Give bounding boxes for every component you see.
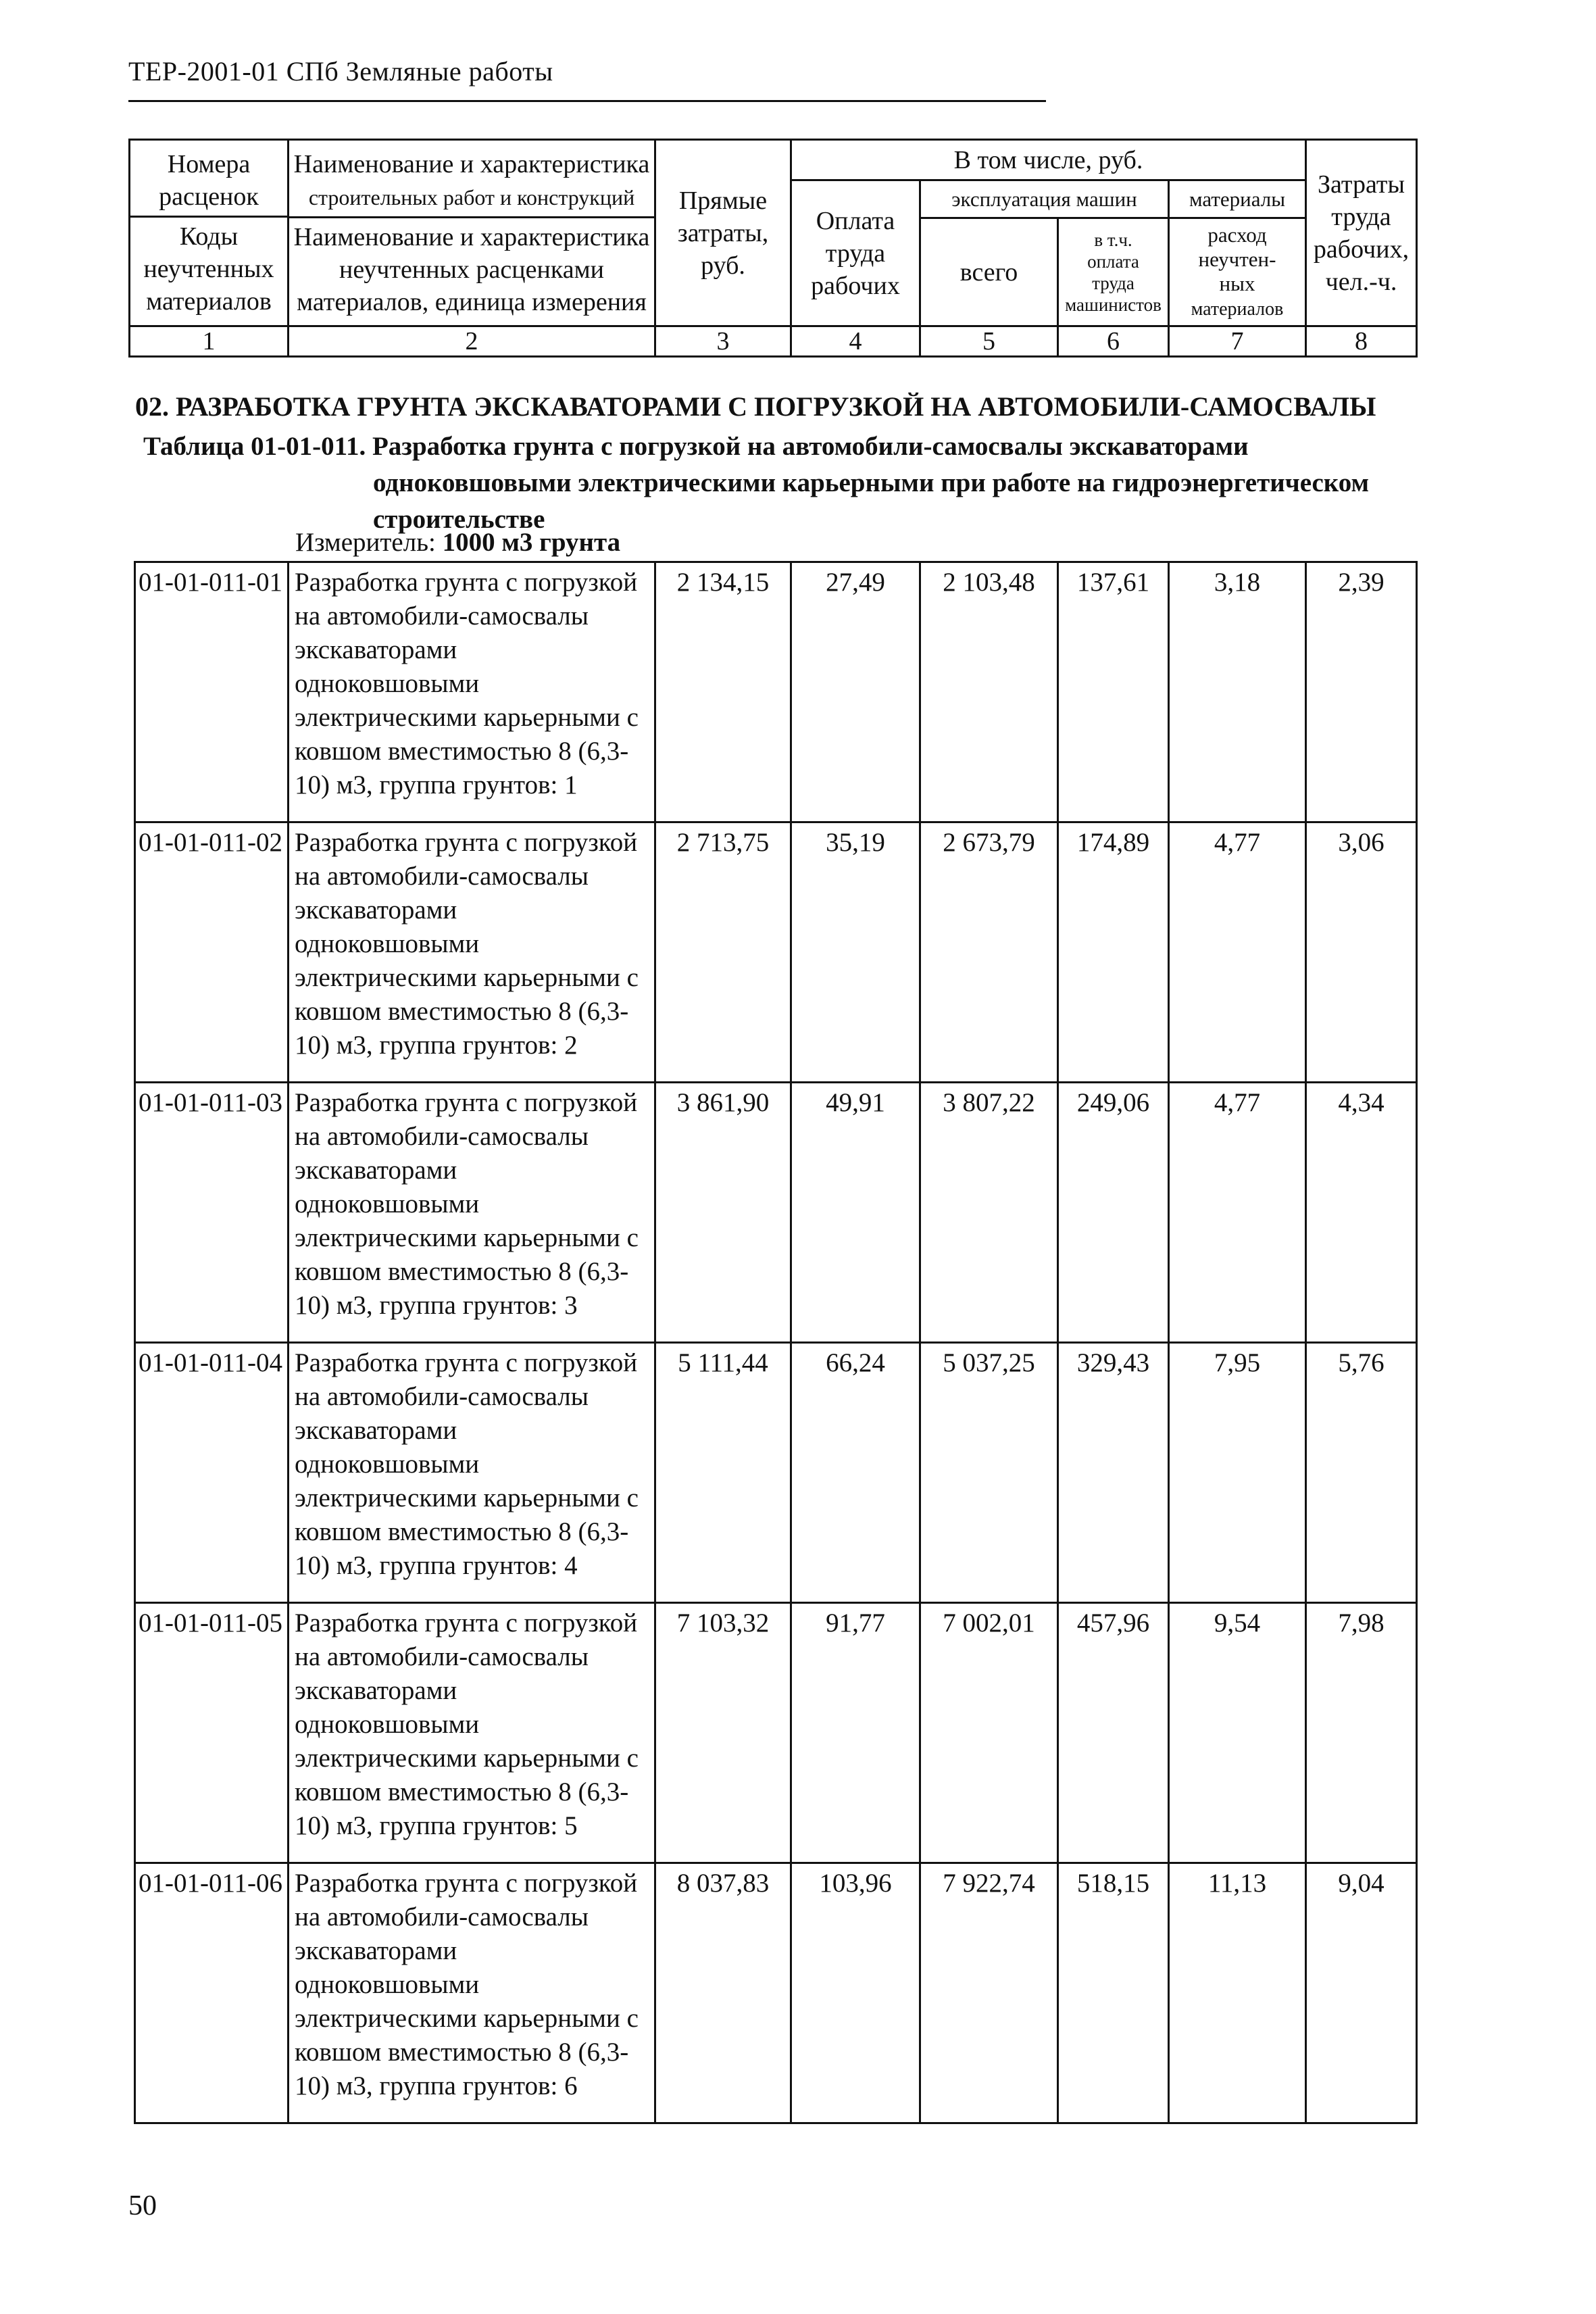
- header-unaccounted-materials-label: материалов: [1191, 298, 1284, 320]
- header-name: [289, 140, 655, 326]
- rate-code-cell: 01-01-011-02: [135, 822, 289, 1083]
- description-line: на автомобили-самосвалы: [295, 1122, 589, 1151]
- labor-pay-cell: 27,49: [791, 562, 920, 822]
- description-line: одноковшовыми: [295, 669, 480, 698]
- materials-cell: 4,77: [1169, 1083, 1306, 1343]
- materials-cell: 11,13: [1169, 1863, 1306, 2123]
- header-name-label: Наименование и характеристика: [293, 222, 650, 251]
- description-line: на автомобили-самосвалы: [295, 1382, 589, 1411]
- header-operators-pay: [1058, 218, 1169, 326]
- header-unaccounted-materials-label: расход: [1207, 222, 1267, 247]
- operators-pay-cell: 249,06: [1058, 1083, 1169, 1343]
- description-line: электрическими карьерными с: [295, 963, 639, 992]
- rate-code-cell: 01-01-011-01: [135, 562, 289, 822]
- labor-pay-cell: 103,96: [791, 1863, 920, 2123]
- header-operators-pay-label: в т.ч.: [1094, 229, 1132, 250]
- header-labor-pay-label: рабочих: [811, 271, 900, 300]
- rate-code-cell: 01-01-011-04: [135, 1343, 289, 1603]
- description-line: экскаваторами: [295, 1936, 457, 1965]
- description-line: электрическими карьерными с: [295, 1744, 639, 1773]
- header-name-label: строительных работ и конструкций: [308, 184, 635, 210]
- description-line: 10) м3, группа грунтов: 5: [295, 1811, 578, 1840]
- description-line: одноковшовыми: [295, 1189, 480, 1218]
- labor-pay-cell: 66,24: [791, 1343, 920, 1603]
- description-line: ковшом вместимостью 8 (6,3-: [295, 1257, 629, 1286]
- rate-description-cell: [289, 562, 655, 822]
- table-row: [135, 1863, 1417, 2123]
- rate-description-cell: [289, 1863, 655, 2123]
- header-direct-costs-label: руб.: [701, 251, 745, 280]
- materials-cell: 9,54: [1169, 1603, 1306, 1863]
- header-labor-hours-label: Затраты: [1317, 170, 1405, 199]
- column-number: 8: [1306, 326, 1417, 357]
- labor-pay-cell: 35,19: [791, 822, 920, 1083]
- labor-pay-cell: 91,77: [791, 1603, 920, 1863]
- column-number: 4: [791, 326, 920, 357]
- column-number: 2: [289, 326, 655, 357]
- column-number: 6: [1058, 326, 1169, 357]
- machines-total-cell: 3 807,22: [920, 1083, 1058, 1343]
- rate-description-cell: [289, 1343, 655, 1603]
- table-row: [135, 562, 1417, 822]
- header-codes-label: расценок: [159, 182, 259, 211]
- measure-unit: [295, 527, 620, 558]
- description-line: на автомобили-самосвалы: [295, 1642, 589, 1671]
- description-line: на автомобили-самосвалы: [295, 862, 589, 891]
- header-machines: эксплуатация машин: [920, 180, 1169, 218]
- description-line: электрическими карьерными с: [295, 703, 639, 732]
- description-line: Разработка грунта с погрузкой: [295, 568, 638, 597]
- header-materials: материалы: [1169, 180, 1306, 218]
- rate-description-cell: [289, 1603, 655, 1863]
- direct-costs-cell: 5 111,44: [655, 1343, 791, 1603]
- header-codes-label: материалов: [146, 287, 272, 316]
- description-line: 10) м3, группа грунтов: 3: [295, 1291, 578, 1320]
- description-line: ковшом вместимостью 8 (6,3-: [295, 997, 629, 1026]
- description-line: 10) м3, группа грунтов: 1: [295, 770, 578, 799]
- header-operators-pay-label: оплата: [1087, 251, 1139, 272]
- column-number: 7: [1169, 326, 1306, 357]
- description-line: на автомобили-самосвалы: [295, 601, 589, 631]
- labor-hours-cell: 3,06: [1306, 822, 1417, 1083]
- description-line: Разработка грунта с погрузкой: [295, 1608, 638, 1638]
- description-line: ковшом вместимостью 8 (6,3-: [295, 2038, 629, 2067]
- machines-total-cell: 7 002,01: [920, 1603, 1058, 1863]
- description-line: Разработка грунта с погрузкой: [295, 1348, 638, 1377]
- description-line: экскаваторами: [295, 1156, 457, 1185]
- page-number: 50: [128, 2190, 157, 2221]
- materials-cell: 4,77: [1169, 822, 1306, 1083]
- direct-costs-cell: 3 861,90: [655, 1083, 791, 1343]
- header-codes-label: Коды: [179, 222, 239, 251]
- description-line: одноковшовыми: [295, 929, 480, 958]
- description-line: экскаваторами: [295, 1676, 457, 1705]
- table-title-line: Таблица 01-01-011. Разработка грунта с погрузкой на автомобили-самосвалы экскаваторами: [143, 432, 1249, 461]
- direct-costs-cell: 2 134,15: [655, 562, 791, 822]
- direct-costs-cell: 7 103,32: [655, 1603, 791, 1863]
- description-line: одноковшовыми: [295, 1970, 480, 1999]
- operators-pay-cell: 457,96: [1058, 1603, 1169, 1863]
- labor-pay-cell: 49,91: [791, 1083, 920, 1343]
- header-name-label: Наименование и характеристика: [293, 149, 650, 178]
- header-machines-total: всего: [920, 218, 1058, 326]
- description-line: одноковшовыми: [295, 1710, 480, 1739]
- direct-costs-cell: 8 037,83: [655, 1863, 791, 2123]
- description-line: Разработка грунта с погрузкой: [295, 828, 638, 857]
- header-codes: [130, 140, 289, 326]
- description-line: 10) м3, группа грунтов: 2: [295, 1031, 578, 1060]
- header-labor-pay-label: труда: [825, 239, 886, 268]
- rate-code-cell: 01-01-011-06: [135, 1863, 289, 2123]
- description-line: 10) м3, группа грунтов: 6: [295, 2071, 578, 2100]
- column-number: 5: [920, 326, 1058, 357]
- rate-code-cell: 01-01-011-03: [135, 1083, 289, 1343]
- table-row: [135, 822, 1417, 1083]
- table-title-line: строительстве: [373, 505, 545, 534]
- header-labor-pay-label: Оплата: [816, 206, 895, 235]
- table-row: [135, 1083, 1417, 1343]
- measure-unit-value: 1000 м3 грунта: [442, 528, 621, 557]
- header-unaccounted-materials-label: неучтен-: [1198, 247, 1276, 271]
- header-labor-hours: [1306, 140, 1417, 326]
- rates-table: [134, 561, 1418, 2124]
- description-line: ковшом вместимостью 8 (6,3-: [295, 737, 629, 766]
- header-labor-hours-label: труда: [1331, 202, 1391, 231]
- table-row: [135, 1343, 1417, 1603]
- description-line: электрическими карьерными с: [295, 1483, 639, 1512]
- description-line: ковшом вместимостью 8 (6,3-: [295, 1517, 629, 1546]
- header-direct-costs-label: Прямые: [678, 186, 768, 215]
- column-number: 3: [655, 326, 791, 357]
- description-line: экскаваторами: [295, 635, 457, 664]
- table-title: [143, 428, 1414, 538]
- operators-pay-cell: 174,89: [1058, 822, 1169, 1083]
- header-direct-costs-label: затраты,: [677, 218, 769, 247]
- machines-total-cell: 5 037,25: [920, 1343, 1058, 1603]
- column-number: 1: [130, 326, 289, 357]
- measure-unit-label: Измеритель:: [295, 528, 436, 557]
- table-row: [135, 1603, 1417, 1863]
- header-labor-hours-label: чел.-ч.: [1325, 267, 1397, 296]
- rate-code-cell: 01-01-011-05: [135, 1603, 289, 1863]
- description-line: экскаваторами: [295, 895, 457, 925]
- header-codes-label: неучтенных: [143, 255, 274, 283]
- machines-total-cell: 2 103,48: [920, 562, 1058, 822]
- column-header-table: [128, 139, 1418, 358]
- description-line: экскаваторами: [295, 1416, 457, 1445]
- labor-hours-cell: 9,04: [1306, 1863, 1417, 2123]
- header-unaccounted-materials: [1169, 218, 1306, 326]
- header-operators-pay-label: машинистов: [1065, 294, 1162, 315]
- machines-total-cell: 2 673,79: [920, 822, 1058, 1083]
- header-direct-costs: [655, 140, 791, 326]
- header-codes-label: Номера: [167, 150, 251, 178]
- operators-pay-cell: 329,43: [1058, 1343, 1169, 1603]
- operators-pay-cell: 518,15: [1058, 1863, 1169, 2123]
- header-operators-pay-label: труда: [1092, 272, 1134, 293]
- description-line: 10) м3, группа грунтов: 4: [295, 1551, 578, 1580]
- rate-description-cell: [289, 822, 655, 1083]
- section-title: 02. РАЗРАБОТКА ГРУНТА ЭКСКАВАТОРАМИ С ПОГРУЗКОЙ НА АВТОМОБИЛИ-САМОСВАЛЫ: [135, 391, 1376, 422]
- table-title-line: одноковшовыми электрическими карьерными при работе на гидроэнергетическом: [373, 468, 1370, 497]
- description-line: на автомобили-самосвалы: [295, 1902, 589, 1931]
- rate-description-cell: [289, 1083, 655, 1343]
- description-line: электрическими карьерными с: [295, 1223, 639, 1252]
- description-line: ковшом вместимостью 8 (6,3-: [295, 1777, 629, 1806]
- description-line: Разработка грунта с погрузкой: [295, 1088, 638, 1117]
- materials-cell: 7,95: [1169, 1343, 1306, 1603]
- direct-costs-cell: 2 713,75: [655, 822, 791, 1083]
- header-in-total: В том числе, руб.: [791, 140, 1306, 180]
- running-head: ТЕР-2001-01 СПб Земляные работы: [128, 56, 553, 87]
- header-name-label: неучтенных расценками: [339, 255, 604, 284]
- labor-hours-cell: 4,34: [1306, 1083, 1417, 1343]
- operators-pay-cell: 137,61: [1058, 562, 1169, 822]
- header-labor-hours-label: рабочих,: [1313, 235, 1410, 264]
- machines-total-cell: 7 922,74: [920, 1863, 1058, 2123]
- description-line: Разработка грунта с погрузкой: [295, 1869, 638, 1898]
- labor-hours-cell: 2,39: [1306, 562, 1417, 822]
- header-rule: [128, 100, 1046, 102]
- description-line: одноковшовыми: [295, 1450, 480, 1479]
- labor-hours-cell: 5,76: [1306, 1343, 1417, 1603]
- header-unaccounted-materials-label: ных: [1219, 271, 1255, 295]
- labor-hours-cell: 7,98: [1306, 1603, 1417, 1863]
- header-labor-pay: [791, 180, 920, 326]
- materials-cell: 3,18: [1169, 562, 1306, 822]
- header-name-label: материалов, единица измерения: [297, 287, 647, 316]
- description-line: электрическими карьерными с: [295, 2004, 639, 2033]
